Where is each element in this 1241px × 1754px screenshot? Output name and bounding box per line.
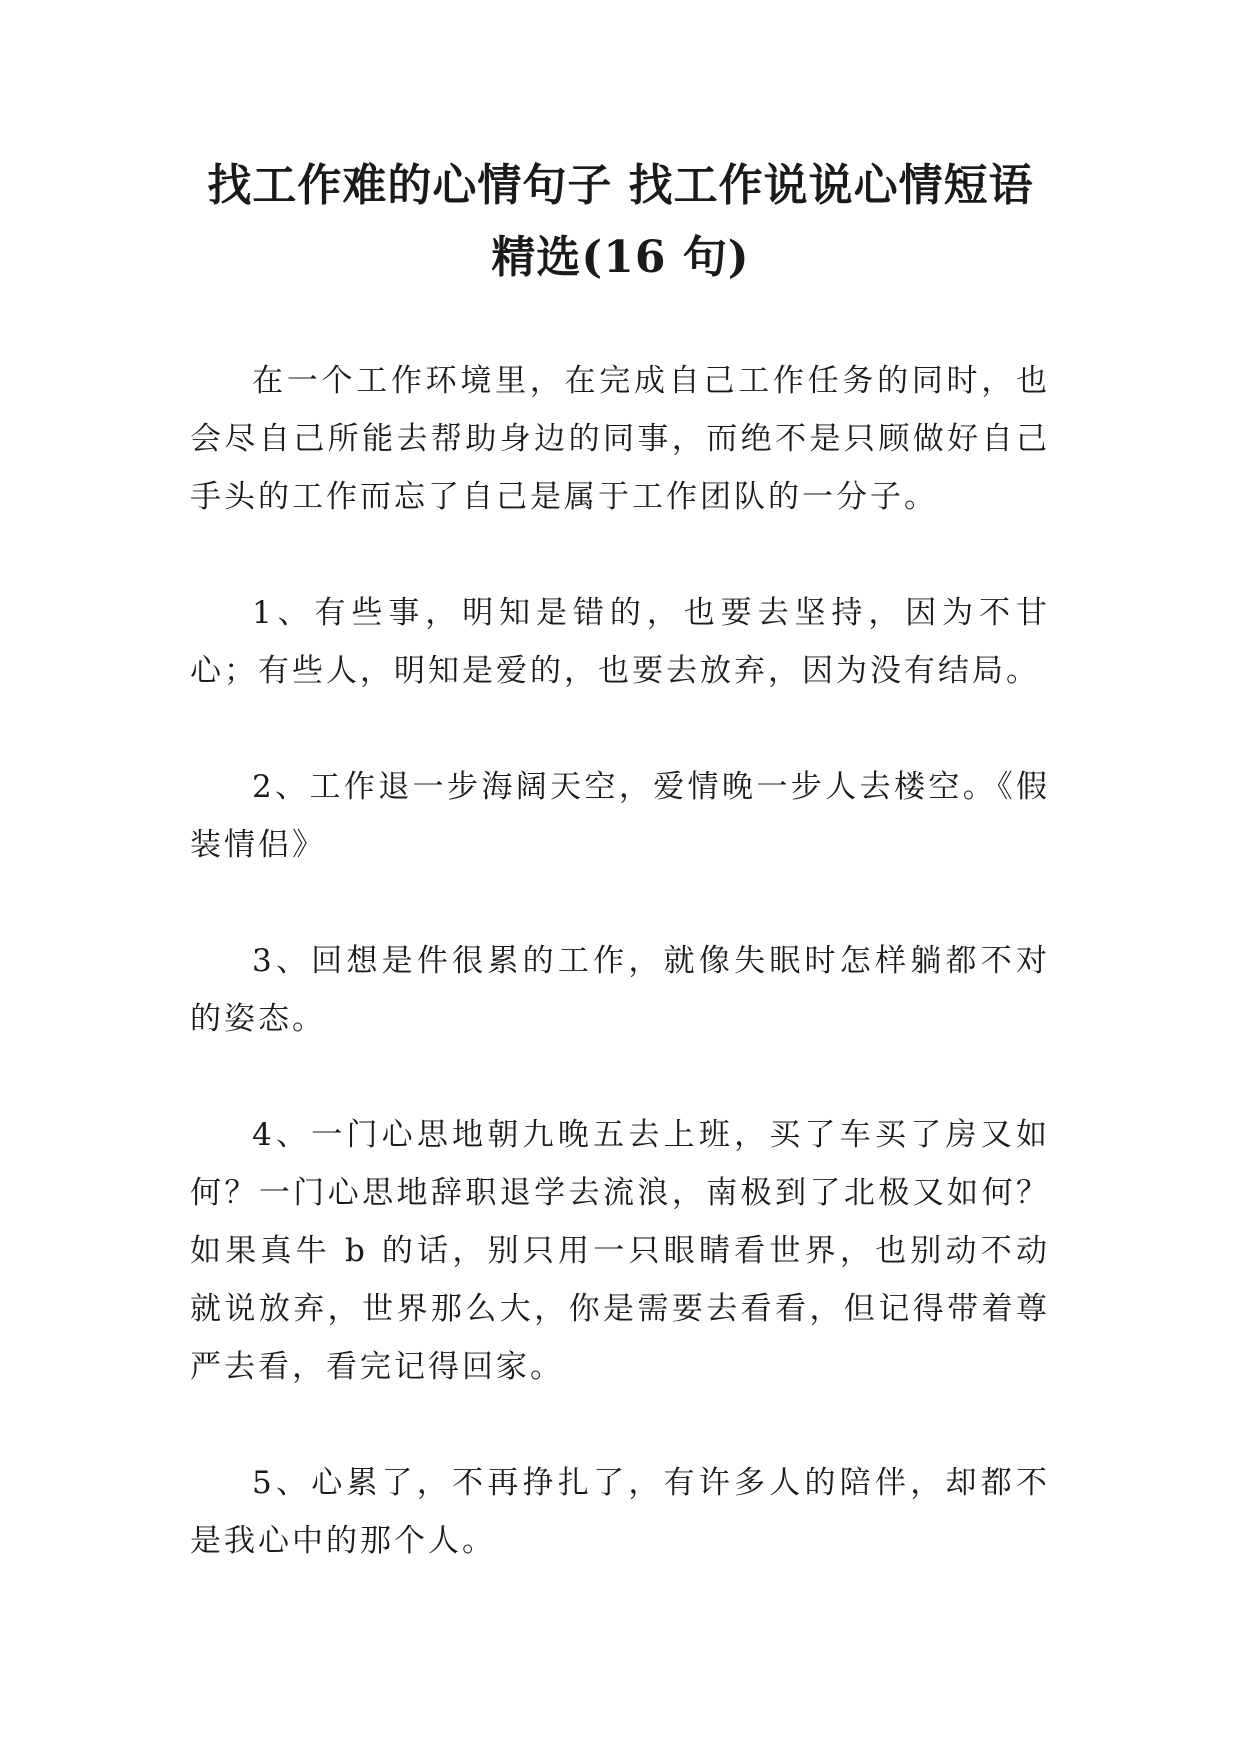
quote-paragraph-5: 5、心累了，不再挣扎了，有许多人的陪伴，却都不是我心中的那个人。 [190, 1465, 1050, 1559]
quote-paragraph-4: 4、一门心思地朝九晚五去上班，买了车买了房又如何？一门心思地辞职退学去流浪，南极到了北极又如何？如果真牛 b 的话，别只用一只眼睛看世界，也别动不动就说放弃，世界那么大，你是需要去看看，但记得带着尊严去看，看完记得回家。 [190, 1117, 1050, 1385]
quote-paragraph-2: 2、工作退一步海阔天空，爱情晚一步人去楼空。《假装情侣》 [190, 769, 1050, 863]
quote-paragraph-3: 3、回想是件很累的工作，就像失眠时怎样躺都不对的姿态。 [190, 943, 1050, 1037]
title-line-2: 精选(16 句) [491, 232, 750, 283]
document-body [190, 352, 1050, 1628]
title-line-1: 找工作难的心情句子 找工作说说心情短语 [207, 160, 1034, 211]
document-title [150, 150, 1091, 294]
intro-paragraph: 在一个工作环境里，在完成自己工作任务的同时，也会尽自己所能去帮助身边的同事，而绝不是只顾做好自己手头的工作而忘了自己是属于工作团队的一分子。 [190, 363, 1050, 515]
quote-paragraph-1: 1、有些事，明知是错的，也要去坚持，因为不甘心；有些人，明知是爱的，也要去放弃，因为没有结局。 [190, 595, 1050, 689]
